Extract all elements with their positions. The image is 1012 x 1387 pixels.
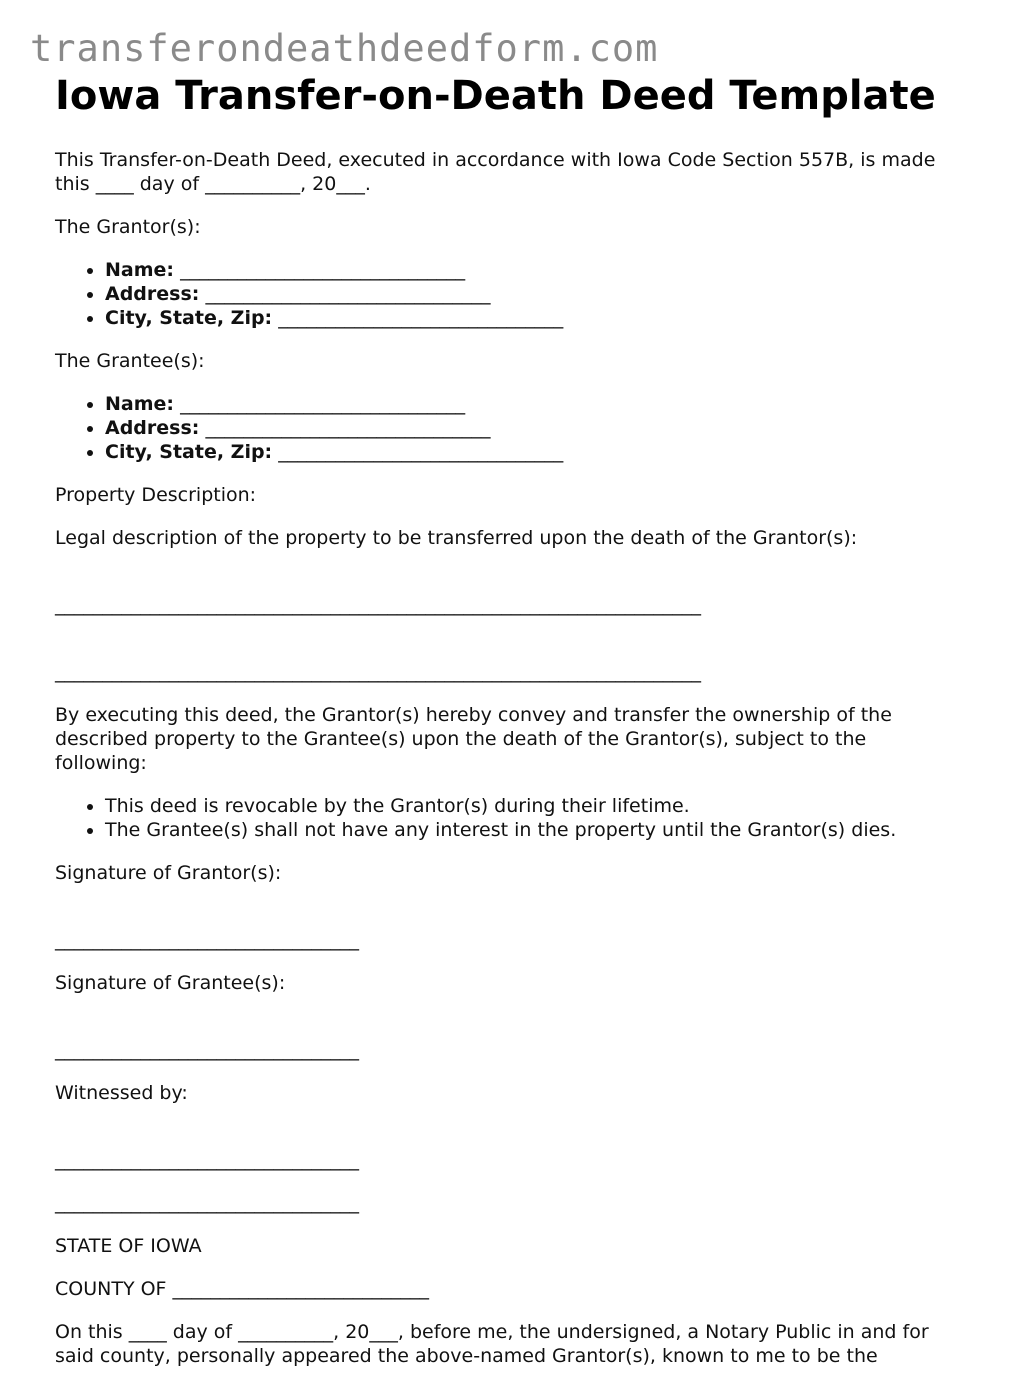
- property-line-2: ____________________________________________________________________: [55, 661, 701, 683]
- grantee-address-field: [105, 416, 955, 440]
- grantee-city-field: [105, 440, 955, 464]
- witness-line-1: ________________________________: [55, 1149, 359, 1171]
- notary-state: STATE OF IOWA: [55, 1235, 202, 1257]
- watermark: transferondeathdeedform.com: [30, 27, 659, 70]
- conveyance-paragraph: By executing this deed, the Grantor(s) hereby convey and transfer the ownership of the described property to the Grantee(s) upon the death of the Grantor(s), subject to the following:: [55, 704, 892, 774]
- field-label: Address:: [105, 417, 200, 439]
- property-line-1: ____________________________________________________________________: [55, 594, 701, 616]
- field-label: Name:: [105, 259, 175, 281]
- property-heading: Property Description:: [55, 484, 257, 506]
- field-label: Address:: [105, 283, 200, 305]
- field-blank: ______________________________: [180, 259, 466, 281]
- spacer: [55, 569, 955, 593]
- grantee-name-field: [105, 392, 955, 416]
- grantee-fields: [55, 392, 955, 464]
- witness-label: Witnessed by:: [55, 1082, 188, 1104]
- conditions-list: [55, 794, 955, 842]
- condition-item: • The Grantee(s) shall not have any interest in the property until the Grantor(s) dies.: [105, 818, 955, 842]
- field-blank: ______________________________: [278, 441, 564, 463]
- witness-line-2: ________________________________: [55, 1192, 359, 1214]
- field-blank: ______________________________: [278, 307, 564, 329]
- grantor-signature-line: ________________________________: [55, 929, 359, 951]
- grantor-signature-label: Signature of Grantor(s):: [55, 862, 282, 884]
- field-label: City, State, Zip:: [105, 441, 273, 463]
- spacer: [55, 904, 955, 928]
- field-blank: ______________________________: [205, 417, 491, 439]
- grantee-signature-line: ________________________________: [55, 1039, 359, 1061]
- grantor-city-field: [105, 306, 955, 330]
- grantor-fields: [55, 258, 955, 330]
- field-label: Name:: [105, 393, 175, 415]
- field-blank: ______________________________: [180, 393, 466, 415]
- intro-paragraph: This Transfer-on-Death Deed, executed in accordance with Iowa Code Section 557B, is made this ____ day of __________, 20___.: [55, 149, 936, 195]
- grantor-name-field: [105, 258, 955, 282]
- spacer: [55, 1124, 955, 1148]
- grantee-signature-label: Signature of Grantee(s):: [55, 972, 286, 994]
- condition-item: • This deed is revocable by the Grantor(s) during their lifetime.: [105, 794, 955, 818]
- notary-county: COUNTY OF ___________________________: [55, 1278, 430, 1300]
- spacer: [55, 1014, 955, 1038]
- document-page: [55, 74, 955, 1387]
- field-blank: ______________________________: [205, 283, 491, 305]
- grantee-heading: The Grantee(s):: [55, 350, 205, 372]
- property-legal-text: Legal description of the property to be transferred upon the death of the Grantor(s):: [55, 527, 858, 549]
- field-label: City, State, Zip:: [105, 307, 273, 329]
- page-title: Iowa Transfer-on-Death Deed Template: [55, 73, 936, 119]
- spacer: [55, 636, 955, 660]
- grantor-heading: The Grantor(s):: [55, 216, 201, 238]
- notary-text: On this ____ day of __________, 20___, before me, the undersigned, a Notary Public in and for said county, personally appeared the above-named Grantor(s), known to me to be the: [55, 1321, 929, 1367]
- grantor-address-field: [105, 282, 955, 306]
